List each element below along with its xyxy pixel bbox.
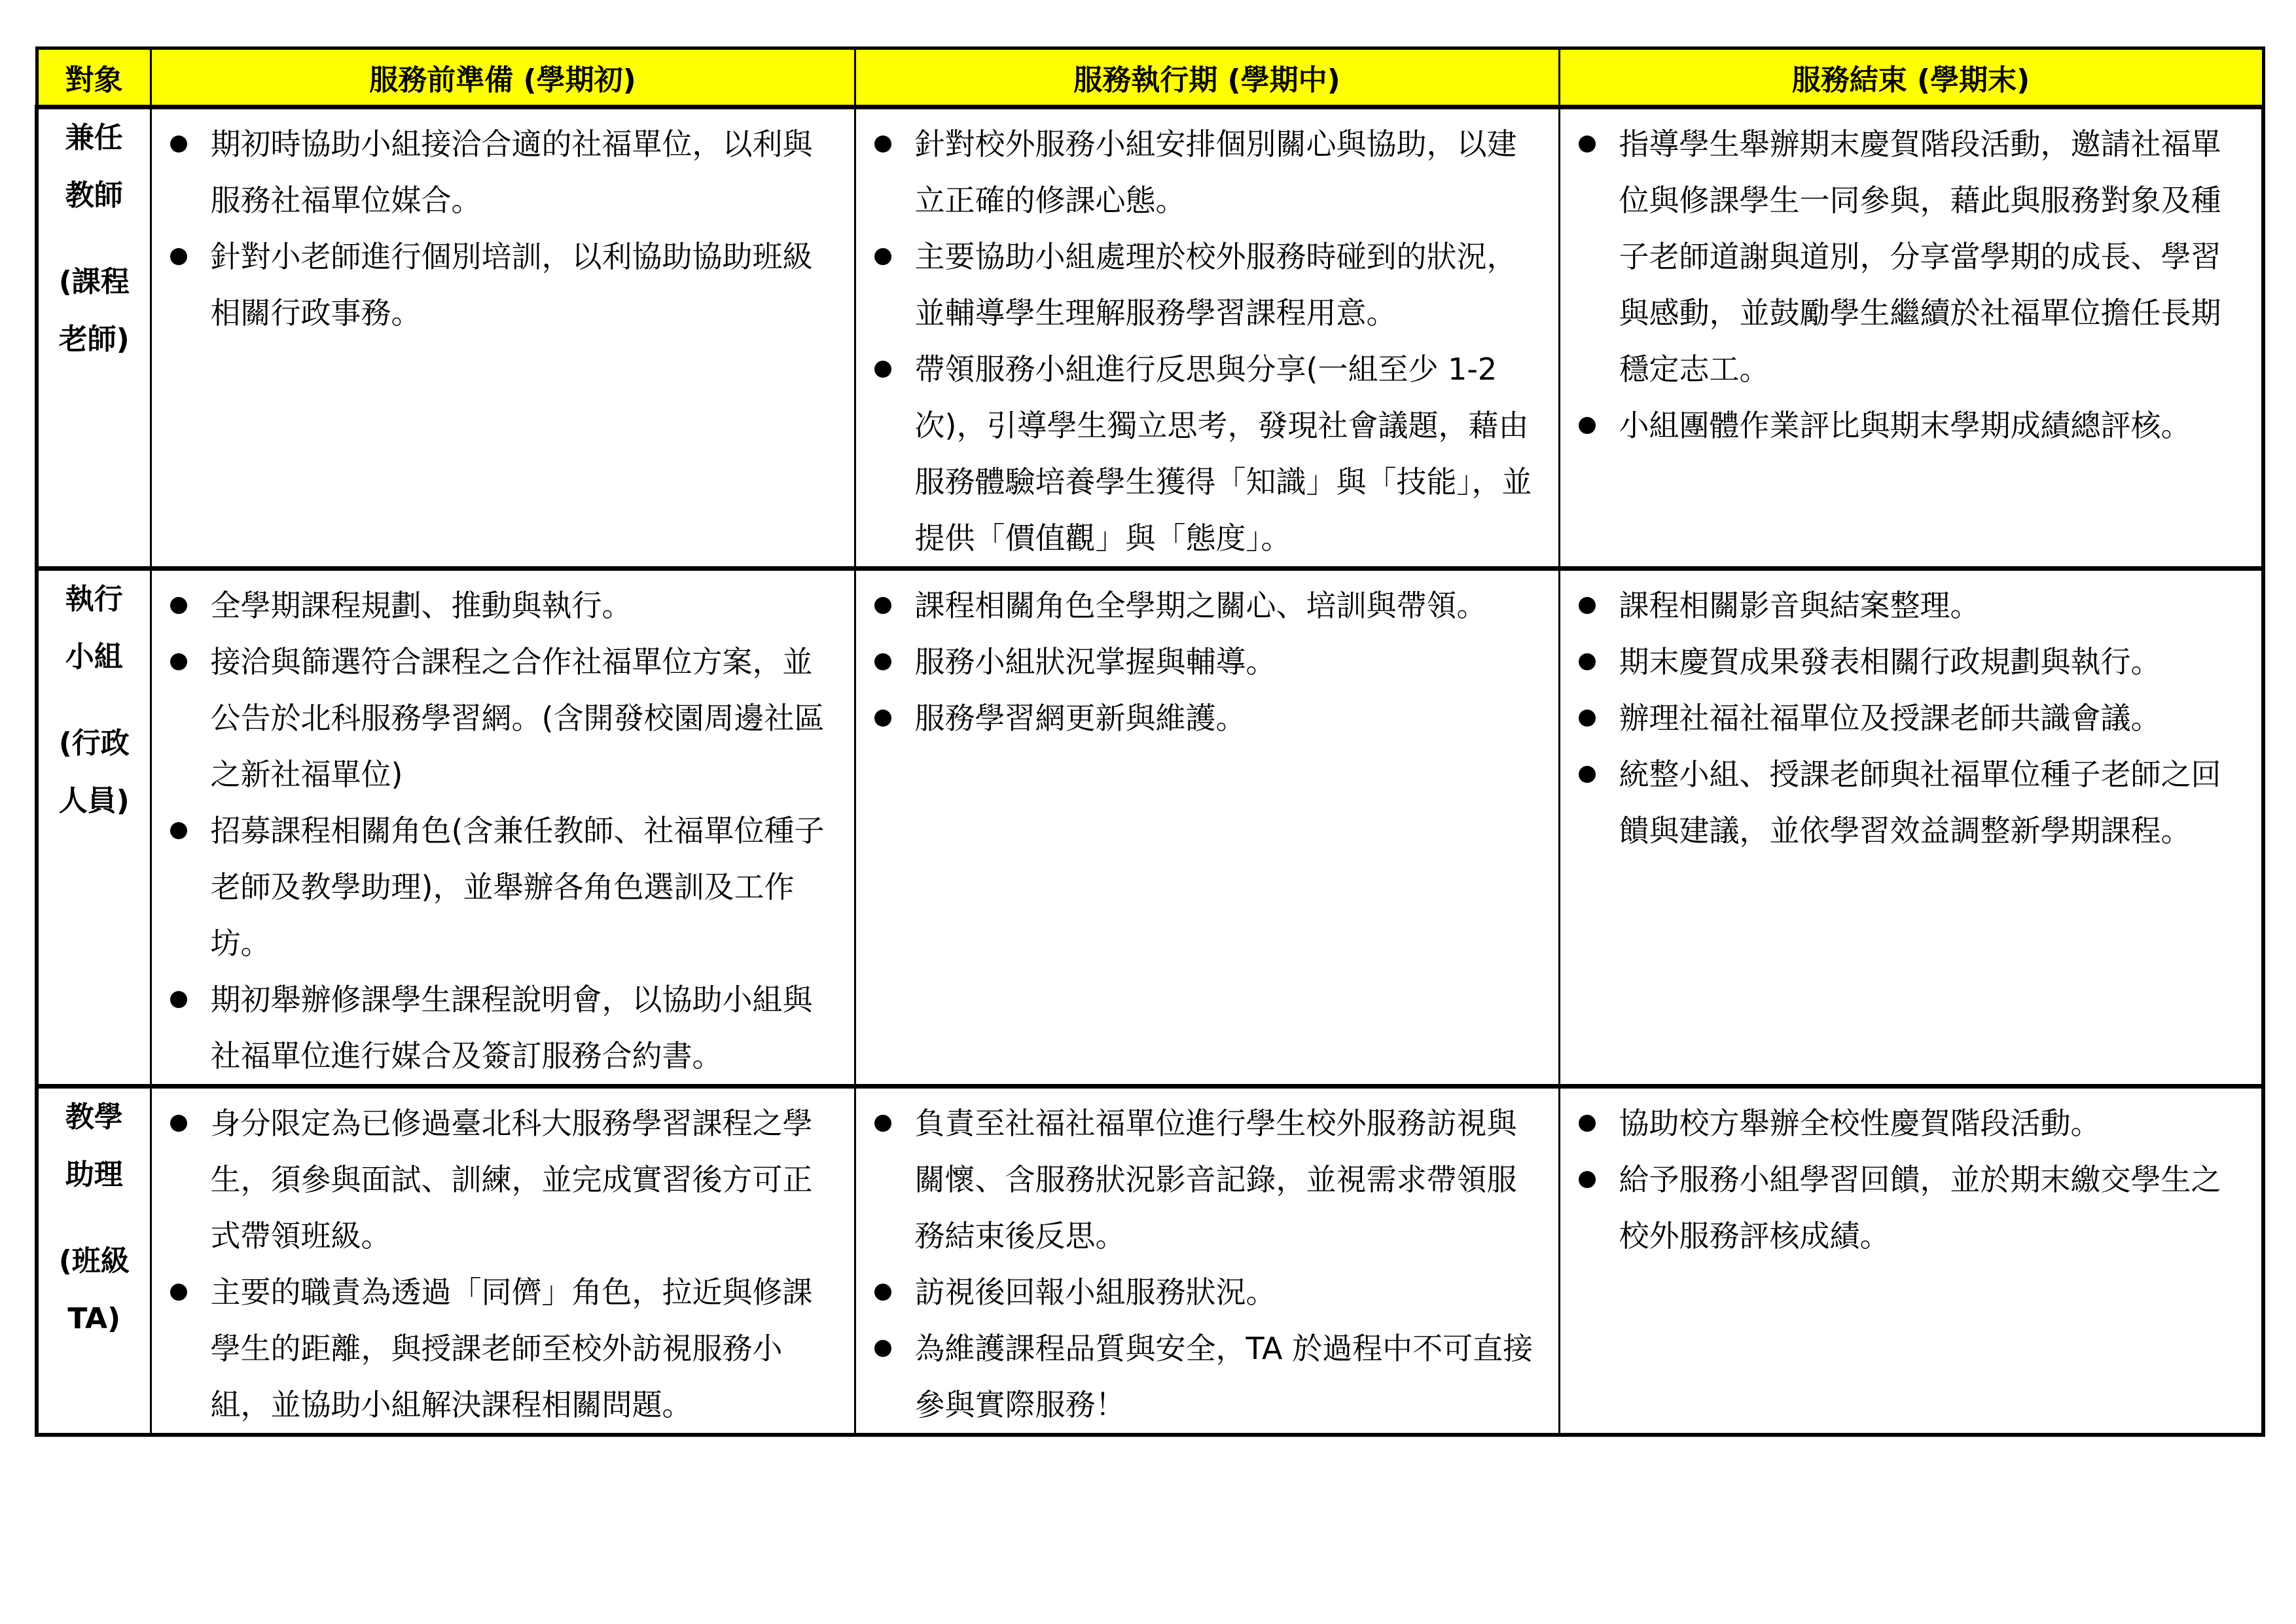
table-row-executive-team xyxy=(37,569,2263,1087)
end-cell xyxy=(1559,107,2263,569)
prep-list xyxy=(152,1089,854,1433)
bullet-icon xyxy=(874,1284,891,1301)
header-end: 服務結束 (學期末) xyxy=(1559,48,2263,107)
bullet-icon xyxy=(170,822,187,839)
prep-list xyxy=(152,109,854,341)
role-name: 執行 小組 xyxy=(65,583,123,674)
list-item: 服務學習網更新與維護。 xyxy=(856,690,1544,746)
list-item: 統整小組、授課老師與社福單位種子老師之回饋與建議，並依學習效益調整新學期課程。 xyxy=(1560,746,2248,859)
exec-cell xyxy=(855,1087,1559,1435)
list-item: 身分限定為已修過臺北科大服務學習課程之學生，須參與面試、訓練，並完成實習後方可正式帶領班級。 xyxy=(152,1095,840,1264)
bullet-icon xyxy=(1579,653,1596,670)
bullet-icon xyxy=(874,361,891,378)
header-row xyxy=(37,48,2263,107)
list-item: 期初時協助小組接洽合適的社福單位，以利與服務社福單位媒合。 xyxy=(152,116,840,228)
prep-list xyxy=(152,571,854,1084)
role-name: 兼任 教師 xyxy=(65,121,123,212)
header-exec: 服務執行期 (學期中) xyxy=(855,48,1559,107)
exec-cell xyxy=(855,569,1559,1087)
bullet-icon xyxy=(170,1115,187,1132)
list-item: 服務小組狀況掌握與輔導。 xyxy=(856,634,1544,690)
bullet-icon xyxy=(1579,597,1596,614)
bullet-icon xyxy=(874,1340,891,1357)
list-item: 小組團體作業評比與期末學期成績總評核。 xyxy=(1560,397,2248,454)
exec-list xyxy=(856,571,1558,746)
bullet-icon xyxy=(1579,417,1596,434)
list-item: 全學期課程規劃、推動與執行。 xyxy=(152,577,840,634)
prep-cell xyxy=(151,1087,855,1435)
header-prep: 服務前準備 (學期初) xyxy=(151,48,855,107)
end-list xyxy=(1560,109,2262,454)
bullet-icon xyxy=(874,135,891,153)
bullet-icon xyxy=(1579,710,1596,727)
list-item: 負責至社福社福單位進行學生校外服務訪視與關懷、含服務狀況影音記錄，並視需求帶領服務結束後反思。 xyxy=(856,1095,1544,1264)
list-item: 訪視後回報小組服務狀況。 xyxy=(856,1264,1544,1320)
header-object: 對象 xyxy=(37,48,151,107)
list-item: 接洽與篩選符合課程之合作社福單位方案，並公告於北科服務學習網。(含開發校園周邊社區之新社福單位) xyxy=(152,634,840,803)
end-list xyxy=(1560,571,2262,859)
list-item: 帶領服務小組進行反思與分享(一組至少 1-2 次)，引導學生獨立思考，發現社會議題，藉由服務體驗培養學生獲得「知識」與「技能」，並提供「價值觀」與「態度」。 xyxy=(856,341,1544,566)
role-name: 教學 助理 xyxy=(65,1100,123,1191)
role-cell xyxy=(37,1087,151,1435)
bullet-icon xyxy=(1579,766,1596,783)
exec-list xyxy=(856,109,1558,566)
role-cell xyxy=(37,569,151,1087)
list-item: 指導學生舉辦期末慶賀階段活動，邀請社福單位與修課學生一同參與，藉此與服務對象及種子老師道謝與道別，分享當學期的成長、學習與感動，並鼓勵學生繼續於社福單位擔任長期穩定志工。 xyxy=(1560,116,2248,397)
bullet-icon xyxy=(1579,1171,1596,1188)
prep-cell xyxy=(151,107,855,569)
role-subtitle: (行政 人員) xyxy=(58,727,130,818)
list-item: 課程相關影音與結案整理。 xyxy=(1560,577,2248,634)
list-item: 主要協助小組處理於校外服務時碰到的狀況，並輔導學生理解服務學習課程用意。 xyxy=(856,228,1544,341)
bullet-icon xyxy=(1579,135,1596,153)
bullet-icon xyxy=(874,248,891,265)
list-item: 針對小老師進行個別培訓，以利協助協助班級相關行政事務。 xyxy=(152,228,840,341)
role-subtitle: (課程 老師) xyxy=(58,265,130,356)
list-item: 期初舉辦修課學生課程說明會，以協助小組與社福單位進行媒合及簽訂服務合約書。 xyxy=(152,971,840,1084)
end-cell xyxy=(1559,569,2263,1087)
role-subtitle: (班級 TA) xyxy=(58,1244,130,1335)
service-plan-sheet xyxy=(35,46,2261,1437)
end-list xyxy=(1560,1089,2262,1264)
list-item: 協助校方舉辦全校性慶賀階段活動。 xyxy=(1560,1095,2248,1151)
role-cell xyxy=(37,107,151,569)
table-row-part-time-teacher xyxy=(37,107,2263,569)
table-row-teaching-assistant xyxy=(37,1087,2263,1435)
bullet-icon xyxy=(170,991,187,1008)
list-item: 主要的職責為透過「同儕」角色，拉近與修課學生的距離，與授課老師至校外訪視服務小組，並協助小組解決課程相關問題。 xyxy=(152,1264,840,1433)
bullet-icon xyxy=(874,597,891,614)
bullet-icon xyxy=(170,135,187,153)
exec-list xyxy=(856,1089,1558,1433)
end-cell xyxy=(1559,1087,2263,1435)
list-item: 給予服務小組學習回饋，並於期末繳交學生之校外服務評核成績。 xyxy=(1560,1151,2248,1264)
bullet-icon xyxy=(874,710,891,727)
service-plan-table xyxy=(35,46,2265,1437)
bullet-icon xyxy=(874,1115,891,1132)
prep-cell xyxy=(151,569,855,1087)
bullet-icon xyxy=(1579,1115,1596,1132)
exec-cell xyxy=(855,107,1559,569)
bullet-icon xyxy=(170,248,187,265)
list-item: 辦理社福社福單位及授課老師共識會議。 xyxy=(1560,690,2248,746)
bullet-icon xyxy=(170,597,187,614)
list-item: 招募課程相關角色(含兼任教師、社福單位種子老師及教學助理)，並舉辦各角色選訓及工作坊。 xyxy=(152,803,840,971)
list-item: 期末慶賀成果發表相關行政規劃與執行。 xyxy=(1560,634,2248,690)
list-item: 為維護課程品質與安全，TA 於過程中不可直接參與實際服務！ xyxy=(856,1320,1544,1433)
bullet-icon xyxy=(874,653,891,670)
list-item: 課程相關角色全學期之關心、培訓與帶領。 xyxy=(856,577,1544,634)
bullet-icon xyxy=(170,653,187,670)
list-item: 針對校外服務小組安排個別關心與協助，以建立正確的修課心態。 xyxy=(856,116,1544,228)
bullet-icon xyxy=(170,1284,187,1301)
